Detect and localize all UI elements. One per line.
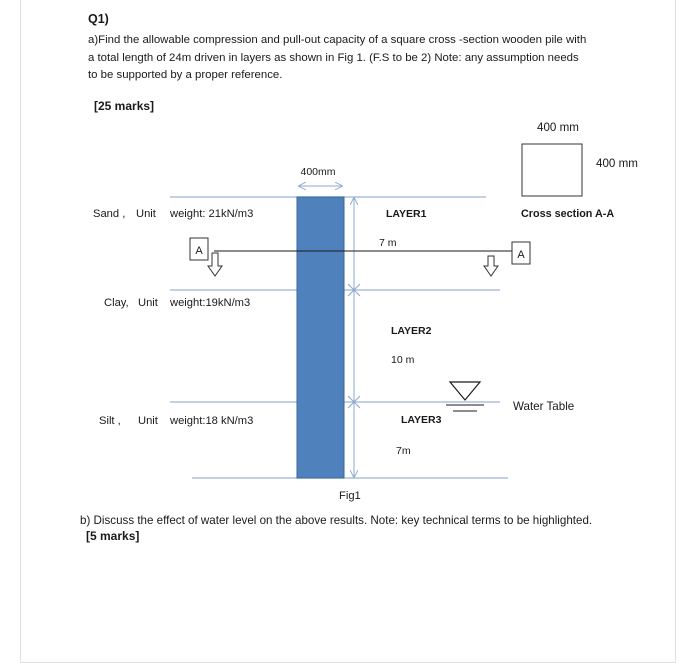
- question-number: Q1): [88, 12, 109, 26]
- water-table-icon: [450, 382, 480, 400]
- cross-section-top-dimension: 400 mm: [537, 121, 579, 134]
- water-table-label: Water Table: [513, 400, 575, 413]
- layer3-soil-type: Silt ,: [99, 415, 121, 427]
- section-marker-right-label: A: [517, 249, 525, 261]
- cross-section-title: Cross section A-A: [521, 208, 615, 220]
- layer2-unit-label: Unit: [138, 297, 158, 309]
- layer3-unit-weight: weight:18 kN/m3: [170, 415, 254, 427]
- wooden-pile: [297, 197, 344, 478]
- layer2-soil-type: Clay,: [104, 297, 129, 309]
- layer3-thickness: 7m: [396, 445, 411, 457]
- layer1-thickness: 7 m: [379, 237, 397, 249]
- layer1-name: LAYER1: [386, 208, 427, 220]
- marks-part-a: [25 marks]: [94, 99, 155, 113]
- layer2-name: LAYER2: [391, 325, 432, 337]
- pile-width-label: 400mm: [300, 166, 336, 178]
- layer2-thickness: 10 m: [391, 354, 415, 366]
- question-part-b: b) Discuss the effect of water level on the above results. Note: key technical terms to be highlighted.: [80, 514, 593, 527]
- layer3-unit-label: Unit: [138, 415, 158, 427]
- cross-section-square: [522, 144, 582, 196]
- section-marker-left-label: A: [195, 245, 203, 257]
- question-part-a: a)Find the allowable compression and pull-out capacity of a square cross -section wooden pile with a total length of 24m driven in layers as shown in Fig 1. (F.S to be 2) Note: any assumption needs to be supported by a proper reference.: [88, 34, 587, 81]
- figure-caption: Fig1: [339, 490, 361, 502]
- layer1-soil-type: Sand ,: [93, 208, 126, 220]
- cross-section-side-dimension: 400 mm: [596, 157, 638, 170]
- layer2-unit-weight: weight:19kN/m3: [170, 297, 251, 309]
- layer3-name: LAYER3: [401, 414, 442, 426]
- marks-part-b: [5 marks]: [86, 529, 140, 543]
- layer1-unit-label: Unit: [136, 208, 156, 220]
- layer1-unit-weight: weight: 21kN/m3: [170, 208, 254, 220]
- down-arrow-icon: [484, 256, 498, 276]
- down-arrow-icon: [208, 253, 222, 276]
